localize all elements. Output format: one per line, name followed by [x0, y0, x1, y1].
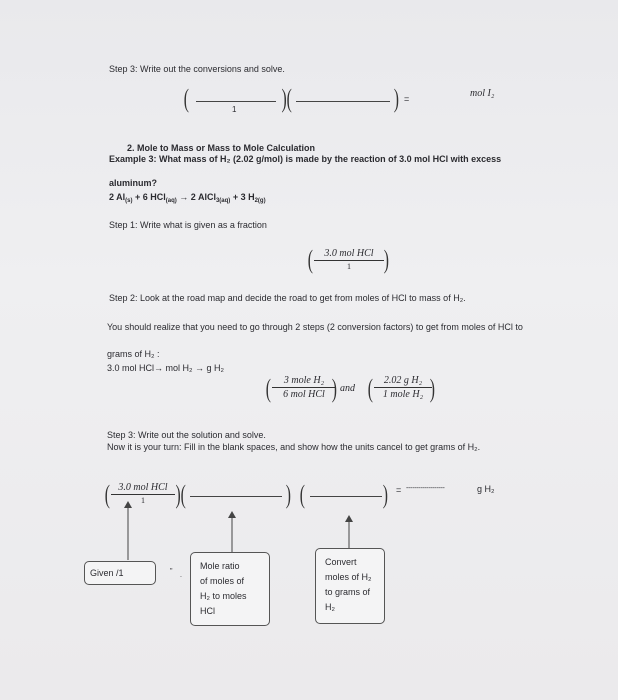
open-paren: (	[183, 84, 189, 113]
factor1-close-paren: )	[331, 374, 337, 403]
step3b-label-line1: Step 3: Write out the solution and solve.	[107, 430, 266, 440]
convert-line4: H₂	[325, 602, 335, 612]
convert-line2: moles of H₂	[325, 572, 372, 582]
answer-unit: g H₂	[477, 484, 495, 494]
convert-line1: Convert	[325, 557, 357, 567]
step1-denominator: 1	[347, 262, 351, 271]
given-label: Given /1	[90, 568, 124, 578]
example-line1: Example 3: What mass of H₂ (2.02 g/mol) is made by the reaction of 3.0 mol HCl with excess	[109, 154, 502, 164]
factor2-fraction	[374, 375, 432, 400]
bullet-dot: .	[180, 572, 182, 579]
convert-box	[315, 548, 385, 624]
factor2-numerator: 2.02 g H₂	[383, 375, 423, 386]
factor1-denominator: 6 mol HCl	[283, 389, 325, 400]
step3b-label-line2: Now it is your turn: Fill in the blank spaces, and show how the units cancel to get grams of H₂.	[107, 442, 481, 452]
given-close-paren: )(	[175, 480, 186, 509]
blank2-open-paren: (	[299, 480, 305, 509]
top-fraction-denominator: 1	[232, 105, 237, 114]
given-denominator: 1	[141, 496, 145, 505]
and-word: and	[340, 383, 355, 394]
mole-ratio-arrow-icon	[222, 510, 242, 556]
example-line2: aluminum?	[109, 178, 158, 188]
blank1-close-paren: )	[285, 480, 291, 509]
factor2-open-paren: (	[367, 374, 373, 403]
step1-open-paren: (	[307, 245, 313, 274]
factor1-fraction	[272, 374, 337, 403]
step2-label: Step 2: Look at the road map and decide the road to get from moles of HCl to mass of H₂.	[109, 293, 466, 303]
step1-close-paren: )	[383, 245, 389, 274]
step1-label: Step 1: Write what is given as a fraction	[109, 220, 267, 230]
factor2-denominator: 1 mole H₂	[382, 389, 424, 400]
convert-arrow-icon	[339, 514, 359, 552]
step1-fraction	[314, 248, 384, 271]
mole-ratio-line3: H₂ to moles	[200, 591, 247, 601]
step1-numerator: 3.0 mol HCl	[324, 248, 374, 259]
realize-line2: grams of H₂ :	[107, 349, 160, 359]
top-equals: =	[404, 94, 410, 104]
factor1-numerator: 3 mole H₂	[283, 375, 325, 386]
factor2-close-paren: )	[429, 374, 435, 403]
top-result-unit: mol I₂	[470, 88, 495, 99]
given-numerator: 3.0 mol HCl	[118, 482, 168, 493]
mole-ratio-line2: of moles of	[200, 576, 245, 586]
factor1-open-paren: (	[265, 374, 271, 403]
answer-blank: -------------------	[406, 485, 445, 492]
blank2-bar	[310, 496, 382, 497]
blank2-close-paren: )	[382, 480, 388, 509]
close-open-paren: )(	[281, 84, 292, 113]
close-paren: )	[393, 84, 399, 113]
blank1-bar	[190, 496, 282, 497]
chemical-equation: 2 $Al_{(s)} + 6$ HCl$_{(aq)}$ → 2 AlCl$_{3(aq)}$ + 3 $H_{2(g)}$	[109, 192, 266, 204]
top-fraction-bar	[196, 101, 276, 102]
mole-ratio-box	[190, 552, 270, 626]
solution-equals: =	[396, 485, 402, 495]
mole-ratio-line1: Mole ratio	[200, 561, 240, 571]
top-step3-label: Step 3: Write out the conversions and solve.	[109, 64, 285, 74]
roadmap: 3.0 mol HCl→ mol H₂ → g H₂	[107, 363, 225, 373]
given-open-paren: (	[104, 480, 110, 509]
given-box	[84, 561, 156, 585]
top-blank-bar	[296, 101, 390, 102]
realize-line1: You should realize that you need to go through 2 steps (2 conversion factors) to get from moles of HCl to	[107, 322, 523, 332]
convert-line3: to grams of	[325, 587, 371, 597]
mole-ratio-line4: HCl	[200, 606, 215, 616]
section2-heading: 2. Mole to Mass or Mass to Mole Calculation	[127, 143, 316, 153]
given-arrow-icon	[118, 500, 138, 560]
small-dot-mark: "	[170, 568, 173, 575]
